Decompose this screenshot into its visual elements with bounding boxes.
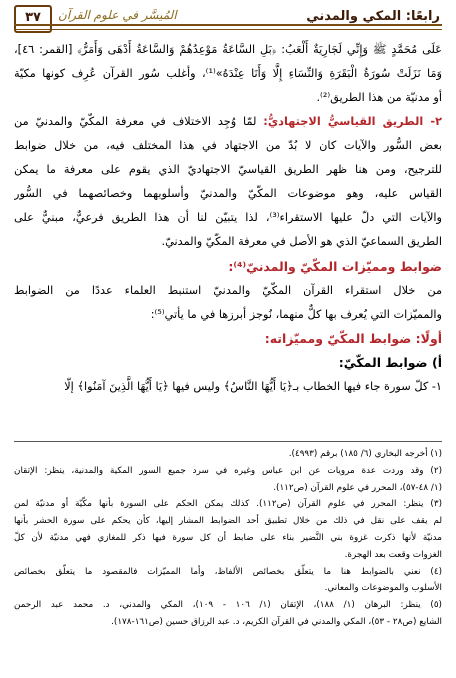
paragraph-line: القياس عليه، وهو موضوعات المكّيّ والمدنيّ وأسلوبهما وخصائصهما في السُّور bbox=[14, 187, 442, 200]
footnote-divider bbox=[14, 441, 442, 442]
main-text bbox=[14, 38, 442, 399]
page-number: ٣٧ bbox=[14, 5, 52, 33]
method-heading: ٢- الطريق القياسيُّ الاجتهاديُّ: bbox=[263, 115, 442, 128]
list-item: ١- كلّ سورة جاء فيها الخطاب بـ﴿يَا أَيُّهَا النَّاسُ﴾ وليس فيها ﴿يَا أَيُّهَا الَّذِينَ آمَنُوا﴾ إلّا bbox=[64, 380, 442, 393]
footnote-line: (٢) وقد وردت عدة مرويات عن ابن عباس وغيره في سرد جميع السور المكية والمدنية، ينظر: الإتقان bbox=[14, 465, 442, 476]
footnote-line: الشايع (ص٢٨ - ٥٣)، المكي والمدني في القرآن الكريم، د. عبد الرزاق حسين (ص١٦١-١٧٨). bbox=[111, 616, 442, 627]
header-divider bbox=[14, 24, 442, 30]
paragraph-line: والآيات التي دلّ عليها الاستقراء⁽³⁾، لذا يتبيّن لنا أن هذا الطريق فرعيٌّ، مبنيٌّ على bbox=[14, 211, 442, 224]
footnote-line: (١/ ٤٨-٥٧)، المحرر في علوم القرآن (ص١١٢). bbox=[273, 482, 442, 493]
book-title: المُيسَّر في علوم القرآن bbox=[58, 8, 177, 22]
paragraph-line: عَلَى مُحَمَّدٍ ﷺ وَإِنِّي لَجَارِيَةٌ أَلْعَبُ: ﴿بَلِ السَّاعَةُ مَوْعِدُهُمْ وَالسَّاعَةُ أَدْهَى وَأَمَرُّ﴾ [القمر: ٤٦]، bbox=[14, 43, 442, 56]
paragraph-line: الطريق السماعيّ الذي هو الأصل في معرفة المكّيّ والمدنيّ. bbox=[161, 235, 442, 248]
paragraph-line: للترجيح، ومن هنا ظهر الطريق القياسيّ الاجتهاديّ الذي يقوم على معرفة ما يمكن bbox=[14, 163, 442, 176]
footnote-line: الأسلوب والموضوعات والمعاني. bbox=[324, 583, 442, 594]
footnotes bbox=[14, 446, 442, 631]
paragraph-line: وَمَا نَزَلَتْ سُورَةُ الْبَقَرَةِ وَالنِّسَاءِ إِلَّا وَأَنَا عِنْدَهُ»⁽¹⁾، وأغلب سُور القرآن عُرِف كونها مكيّة bbox=[14, 67, 442, 80]
footnote-line: الغزوات وقعت بعد الهجرة. bbox=[344, 549, 442, 560]
paragraph-line: أو مدنيّة من هذا الطريق⁽²⁾. bbox=[316, 91, 442, 104]
paragraph-line: والمميّزات التي يُعرف بها كلٌّ منهما، نُوجز أبرزها في ما يأتي⁽⁵⁾: bbox=[150, 308, 442, 321]
subsection-heading: أولًا: ضوابط المكّيّ ومميّزاته: bbox=[264, 331, 442, 346]
footnote-line: (٣) ينظر: المحرر في علوم القرآن (ص١١٢). كذلك يمكن الحكم على السورة بأنها مكّيّة أو مدنيّة لمن bbox=[14, 499, 442, 510]
footnote-line: (١) أخرجه البخاري (٦/ ١٨٥) برقم (٤٩٩٣). bbox=[288, 449, 442, 459]
paragraph-line bbox=[14, 110, 442, 134]
footnote-line: (٤) نعني بالضوابط هنا ما يتعلّق بخصائص الألفاظ، وأما المميّزات فالمقصود ما يتعلّق بخصائص bbox=[14, 566, 442, 577]
footnote-line: (٥) ينظر: البرهان (١/ ١٨٨)، الإتقان (١/ ١٠٦ - ١٠٩)، المكي والمدني، د. محمد عبد الرحمن bbox=[14, 600, 442, 611]
section-heading: ضوابط ومميّزات المكّيّ والمدنيّ⁽⁴⁾: bbox=[228, 259, 442, 274]
paragraph-line: من خلال استقراء القرآن المكّيّ والمدنيّ استنبط العلماء عددًا من الضوابط bbox=[14, 284, 442, 297]
paragraph-text: لمّا وُجِد الاختلاف في معرفة المكّيّ والمدنيّ من bbox=[14, 115, 257, 128]
footnote-line: لم يقف على نقل في ذلك من خلال تطبيق أحد الضوابط المشار إليها، كأن يحكم على سورة الحشر بأنها bbox=[14, 516, 442, 527]
footnote-line: مدنيّة لأنها ذكرت غزوة بني النَّضير بناء على ضابط أن كل سورة فيها ذكر للمغازي فهي مدنيّة لأن كلّ bbox=[14, 532, 442, 543]
paragraph-line: بعض السُّور والآيات كان لا بُدّ من الاجتهاد في هذا المختلف فيه، من خلال ضوابط bbox=[14, 139, 442, 152]
subsubsection-heading: أ) ضوابط المكّيّ: bbox=[338, 355, 442, 370]
section-title: رابعًا: المكي والمدني bbox=[306, 9, 440, 24]
